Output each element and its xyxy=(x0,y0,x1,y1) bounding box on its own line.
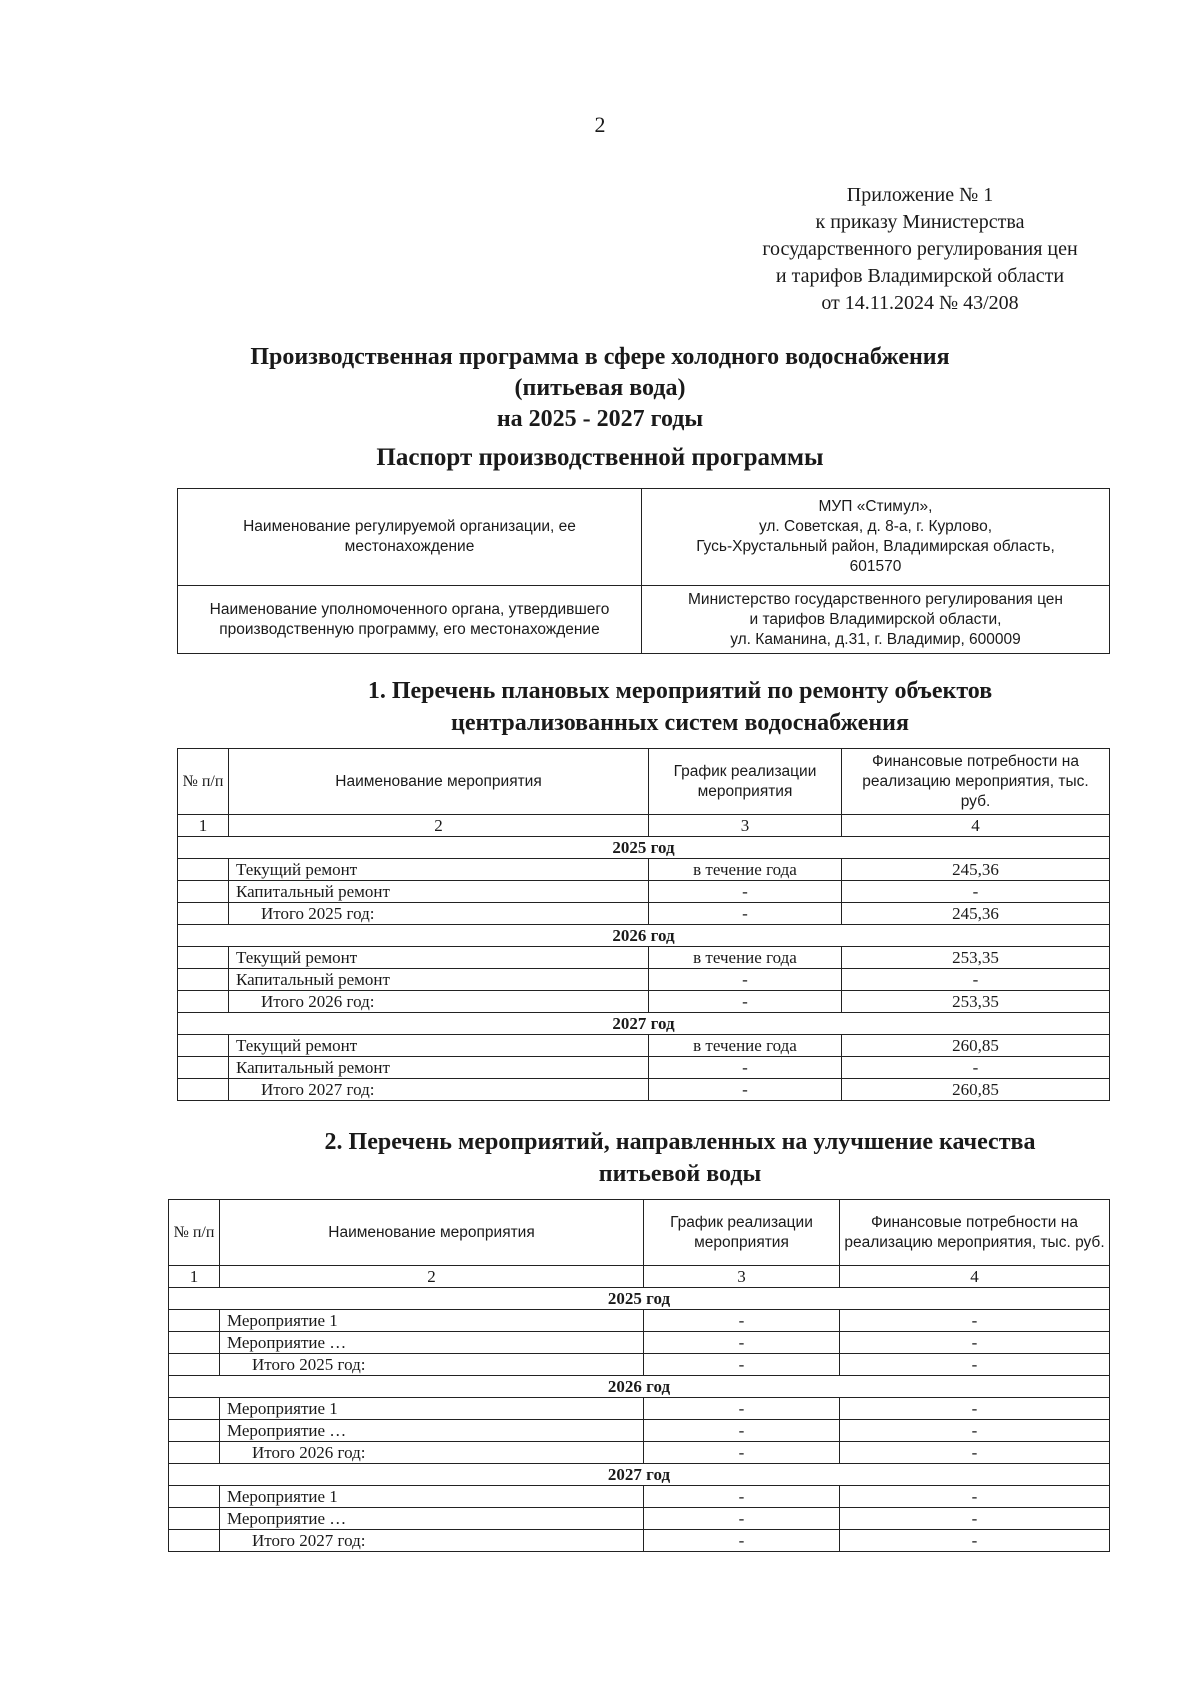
table-row xyxy=(169,1508,1110,1530)
schedule-cell: - xyxy=(644,1486,840,1508)
row-number-cell xyxy=(178,1057,229,1079)
passport-value-line: МУП «Стимул», xyxy=(818,498,933,515)
passport-row xyxy=(178,586,1110,654)
amount-cell: - xyxy=(840,1398,1110,1420)
row-number-cell xyxy=(178,881,229,903)
column-number-cell: 2 xyxy=(229,815,649,837)
column-number-cell: 2 xyxy=(220,1266,644,1288)
year-row xyxy=(169,1376,1110,1398)
section-title-line: централизованных систем водоснабжения xyxy=(451,710,909,736)
title-line: Производственная программа в сфере холодного водоснабжения xyxy=(250,344,950,370)
amount-cell: - xyxy=(840,1486,1110,1508)
column-number-cell: 3 xyxy=(644,1266,840,1288)
activity-name-cell: Мероприятие 1 xyxy=(220,1486,644,1508)
amount-cell: - xyxy=(840,1310,1110,1332)
activity-name-cell: Мероприятие 1 xyxy=(220,1398,644,1420)
amount-cell: - xyxy=(842,1057,1110,1079)
activity-name-cell: Капитальный ремонт xyxy=(229,881,649,903)
row-number-cell xyxy=(169,1310,220,1332)
header-cell: № п/п xyxy=(169,1200,220,1266)
activity-name-cell: Текущий ремонт xyxy=(229,947,649,969)
table-row xyxy=(169,1332,1110,1354)
schedule-cell: - xyxy=(644,1420,840,1442)
activity-name-cell: Мероприятие 1 xyxy=(220,1310,644,1332)
row-number-cell xyxy=(178,947,229,969)
appendix-line: Приложение № 1 xyxy=(846,184,994,206)
row-number-cell xyxy=(169,1420,220,1442)
table-row xyxy=(178,881,1110,903)
year-row xyxy=(178,1013,1110,1035)
activity-name-cell: Мероприятие … xyxy=(220,1508,644,1530)
schedule-cell: - xyxy=(644,1310,840,1332)
header-cell: График реализации мероприятия xyxy=(644,1200,840,1266)
amount-cell: 253,35 xyxy=(842,991,1110,1013)
amount-cell: 245,36 xyxy=(842,859,1110,881)
amount-cell: - xyxy=(840,1354,1110,1376)
row-number-cell xyxy=(169,1354,220,1376)
schedule-cell: - xyxy=(644,1508,840,1530)
table-row xyxy=(169,1486,1110,1508)
row-number-cell xyxy=(169,1398,220,1420)
amount-cell: - xyxy=(840,1508,1110,1530)
appendix-block xyxy=(700,182,1140,317)
schedule-cell: - xyxy=(649,903,842,925)
year-cell: 2026 год xyxy=(169,1376,1110,1398)
total-row xyxy=(169,1442,1110,1464)
activity-name-cell: Текущий ремонт xyxy=(229,1035,649,1057)
section-1-title xyxy=(300,675,1060,739)
passport-value-line: Министерство государственного регулирования цен xyxy=(688,590,1063,608)
row-number-cell xyxy=(178,969,229,991)
passport-label: Наименование уполномоченного органа, утвердившего производственную программу, его местонахождение xyxy=(178,586,642,654)
activity-name-cell: Мероприятие … xyxy=(220,1420,644,1442)
schedule-cell: - xyxy=(649,881,842,903)
year-cell: 2026 год xyxy=(178,925,1110,947)
activity-name-cell: Текущий ремонт xyxy=(229,859,649,881)
passport-label: Наименование регулируемой организации, ее местонахождение xyxy=(178,489,642,586)
table-row xyxy=(178,947,1110,969)
header-row xyxy=(178,749,1110,815)
schedule-cell: - xyxy=(644,1442,840,1464)
title-line: на 2025 - 2027 годы xyxy=(496,406,704,432)
passport-value-line: ул. Каманина, д.31, г. Владимир, 600009 xyxy=(730,630,1021,648)
document-title xyxy=(150,342,1050,435)
schedule-cell: - xyxy=(649,1057,842,1079)
column-number-row xyxy=(169,1266,1110,1288)
row-number-cell xyxy=(169,1486,220,1508)
activity-name-cell: Капитальный ремонт xyxy=(229,1057,649,1079)
passport-table xyxy=(177,488,1110,654)
appendix-line: к приказу Министерства xyxy=(815,211,1025,233)
total-label-cell: Итого 2026 год: xyxy=(220,1442,644,1464)
total-label-cell: Итого 2026 год: xyxy=(229,991,649,1013)
year-row xyxy=(178,925,1110,947)
section-title-line: 1. Перечень плановых мероприятий по ремонту объектов xyxy=(367,678,993,704)
amount-cell: 260,85 xyxy=(842,1035,1110,1057)
passport-value-line: Гусь-Хрустальный район, Владимирская область, xyxy=(696,538,1055,555)
passport-value xyxy=(642,586,1110,654)
column-number-row xyxy=(178,815,1110,837)
table-row xyxy=(178,859,1110,881)
column-number-cell: 1 xyxy=(178,815,229,837)
header-cell: № п/п xyxy=(178,749,229,815)
total-row xyxy=(178,991,1110,1013)
schedule-cell: - xyxy=(649,1079,842,1101)
total-row xyxy=(178,903,1110,925)
table-row xyxy=(169,1310,1110,1332)
total-label-cell: Итого 2025 год: xyxy=(229,903,649,925)
column-number-cell: 3 xyxy=(649,815,842,837)
row-number-cell xyxy=(169,1332,220,1354)
section-title-line: питьевой воды xyxy=(598,1161,762,1187)
header-cell: Наименование мероприятия xyxy=(220,1200,644,1266)
column-number-cell: 1 xyxy=(169,1266,220,1288)
activity-name-cell: Мероприятие … xyxy=(220,1332,644,1354)
table-row xyxy=(169,1398,1110,1420)
table-row xyxy=(169,1420,1110,1442)
year-row xyxy=(169,1288,1110,1310)
passport-value-line: ул. Советская, д. 8-а, г. Курлово, xyxy=(758,518,993,535)
schedule-cell: - xyxy=(649,991,842,1013)
amount-cell: 260,85 xyxy=(842,1079,1110,1101)
row-number-cell xyxy=(178,1079,229,1101)
schedule-cell: - xyxy=(644,1332,840,1354)
amount-cell: 253,35 xyxy=(842,947,1110,969)
water-quality-table xyxy=(168,1199,1110,1552)
passport-row xyxy=(178,489,1110,586)
row-number-cell xyxy=(169,1442,220,1464)
schedule-cell: - xyxy=(649,969,842,991)
passport-value-line: и тарифов Владимирской области, xyxy=(749,610,1002,628)
passport-title: Паспорт производственной программы xyxy=(376,444,824,471)
table-row xyxy=(178,1035,1110,1057)
appendix-line: от 14.11.2024 № 43/208 xyxy=(821,292,1019,314)
schedule-cell: в течение года xyxy=(649,947,842,969)
amount-cell: 245,36 xyxy=(842,903,1110,925)
total-label-cell: Итого 2027 год: xyxy=(229,1079,649,1101)
row-number-cell xyxy=(178,859,229,881)
activity-name-cell: Капитальный ремонт xyxy=(229,969,649,991)
schedule-cell: в течение года xyxy=(649,1035,842,1057)
total-row xyxy=(169,1530,1110,1552)
header-cell: Финансовые потребности на реализацию мероприятия, тыс. руб. xyxy=(842,749,1110,815)
amount-cell: - xyxy=(840,1442,1110,1464)
row-number-cell xyxy=(169,1508,220,1530)
header-cell: Финансовые потребности на реализацию мероприятия, тыс. руб. xyxy=(840,1200,1110,1266)
schedule-cell: - xyxy=(644,1354,840,1376)
total-label-cell: Итого 2025 год: xyxy=(220,1354,644,1376)
section-2-title xyxy=(270,1126,1090,1190)
passport-value xyxy=(642,489,1110,586)
year-cell: 2027 год xyxy=(169,1464,1110,1486)
amount-cell: - xyxy=(840,1530,1110,1552)
year-cell: 2025 год xyxy=(169,1288,1110,1310)
amount-cell: - xyxy=(840,1420,1110,1442)
total-label-cell: Итого 2027 год: xyxy=(220,1530,644,1552)
total-row xyxy=(178,1079,1110,1101)
schedule-cell: - xyxy=(644,1398,840,1420)
row-number-cell xyxy=(169,1530,220,1552)
table-row xyxy=(178,969,1110,991)
header-row xyxy=(169,1200,1110,1266)
year-cell: 2027 год xyxy=(178,1013,1110,1035)
table-row xyxy=(178,1057,1110,1079)
amount-cell: - xyxy=(842,881,1110,903)
year-row xyxy=(178,837,1110,859)
column-number-cell: 4 xyxy=(840,1266,1110,1288)
schedule-cell: - xyxy=(644,1530,840,1552)
section-title-line: 2. Перечень мероприятий, направленных на улучшение качества xyxy=(324,1129,1036,1155)
schedule-cell: в течение года xyxy=(649,859,842,881)
appendix-line: и тарифов Владимирской области xyxy=(775,265,1065,287)
year-cell: 2025 год xyxy=(178,837,1110,859)
page-number: 2 xyxy=(594,112,606,137)
amount-cell: - xyxy=(842,969,1110,991)
year-row xyxy=(169,1464,1110,1486)
total-row xyxy=(169,1354,1110,1376)
appendix-line: государственного регулирования цен xyxy=(762,238,1078,260)
row-number-cell xyxy=(178,903,229,925)
header-cell: График реализации мероприятия xyxy=(649,749,842,815)
amount-cell: - xyxy=(840,1332,1110,1354)
passport-value-line: 601570 xyxy=(849,558,902,575)
header-cell: Наименование мероприятия xyxy=(229,749,649,815)
row-number-cell xyxy=(178,1035,229,1057)
repair-plan-table xyxy=(177,748,1110,1101)
title-line: (питьевая вода) xyxy=(514,375,686,401)
row-number-cell xyxy=(178,991,229,1013)
column-number-cell: 4 xyxy=(842,815,1110,837)
